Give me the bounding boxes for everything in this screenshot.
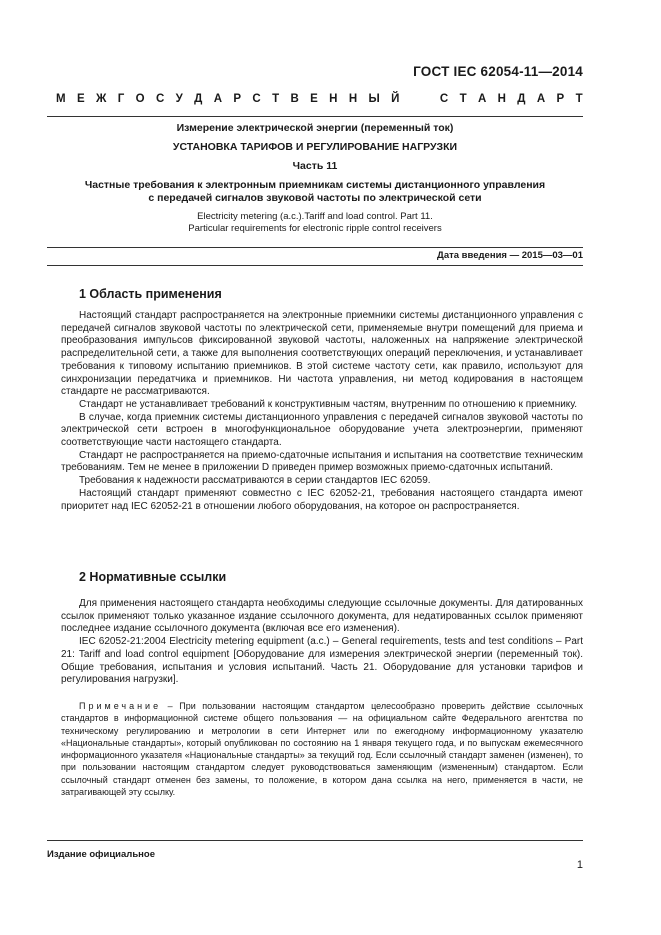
banner-letter: Т bbox=[575, 93, 583, 105]
banner-letter: М bbox=[56, 93, 66, 105]
paragraph: Стандарт не устанавливает требований к конструктивным частям, внутренним по отношению к приемнику. bbox=[79, 398, 578, 410]
banner-letter: У bbox=[175, 93, 183, 105]
banner-letter: О bbox=[135, 93, 145, 105]
banner-letter bbox=[411, 93, 414, 105]
note-label: Примечание bbox=[79, 701, 162, 711]
note-text: – При пользовании настоящим стандартом целесообразно проверить действие ссылочных стандартов в информационной системе общего пользования — на официальном сайте Федерального агентства по техническому регулированию и метрологии в сети Интернет или по ежегодному информационному указателю «Национальные стандарты», который опубликован по состоянию на 1 января текущего года, и по выпускам ежемесячного информационного указателя «Национальные стандарты» за текущий год. Если ссылочный стандарт заменен (изменен), то при пользовании настоящим стандартом следует руководствоваться заменяющим (измененным) стандартом. Если ссылочный стандарт отменен без замены, то положение, в котором дана ссылка на него, применяется в части, не затрагивающей эту ссылку. bbox=[61, 701, 583, 798]
banner-letter: А bbox=[477, 93, 487, 105]
page-number: 1 bbox=[576, 859, 583, 871]
banner-letter: Д bbox=[517, 93, 526, 105]
banner-letter: Н bbox=[497, 93, 506, 105]
banner-letter: В bbox=[290, 93, 299, 105]
banner-letter: Н bbox=[329, 93, 338, 105]
banner-letter: Е bbox=[310, 93, 318, 105]
section-2-heading: 2 Нормативные ссылки bbox=[79, 570, 227, 584]
paragraph: Настоящий стандарт распространяется на электронные приемники системы дистанционного управления с передачей сигналов звуковой частоты по электрической сети, применяемые внутри помещений для приема и преобразования импульсов фиксированной звуковой частоты, наложенных на напряжение электрической распределительной сети, а также для выполнения соответствующих операций переключения, и устанавливает требования к типовому испытанию приемников. В этой системе частоту сети, как правило, используют для синхронизации передатчика и приемников. Ни частота управления, ни метод кодирования в настоящем стандарте не рассматриваются. bbox=[61, 310, 583, 398]
banner-letter: Т bbox=[459, 93, 467, 105]
divider bbox=[47, 247, 583, 248]
section-2-body bbox=[61, 598, 583, 687]
english-line-b: Particular requirements for electronic ripple control receivers bbox=[188, 223, 442, 234]
banner-letter: Д bbox=[194, 93, 203, 105]
english-line-a: Electricity metering (a.c.).Tariff and load control. Part 11. bbox=[197, 211, 433, 222]
banner-letter: Р bbox=[556, 93, 565, 105]
section-1-body bbox=[61, 310, 583, 513]
banner-letter: Ж bbox=[95, 93, 107, 105]
section-1-heading: 1 Область применения bbox=[79, 287, 222, 301]
title-line-2: УСТАНОВКА ТАРИФОВ И РЕГУЛИРОВАНИЕ НАГРУЗКИ bbox=[172, 141, 458, 153]
paragraph: Для применения настоящего стандарта необходимы следующие ссылочные документы. Для датированных ссылок применяют только указанное издание ссылочного документа, для недатированных ссылок применяют последнее издание ссылочного документа (включая все его изменения). bbox=[61, 598, 583, 635]
effective-date: Дата введения — 2015—03—01 bbox=[437, 250, 583, 261]
standard-banner bbox=[56, 93, 583, 105]
banner-letter: Т bbox=[272, 93, 280, 105]
title-subtitle bbox=[47, 179, 583, 205]
note bbox=[61, 700, 583, 798]
paragraph: IEC 62052-21:2004 Electricity metering equipment (a.c.) – General requirements, tests and test conditions – Part 21: Tariff and load control equipment [Оборудование для измерения электрической энергии (переменный ток). Общие требования, испытания и условия испытаний. Часть 21. Оборудование для установки тарифов и регулирования нагрузки]. bbox=[61, 636, 583, 686]
paragraph: Стандарт не распространяется на приемо-сдаточные испытания и испытания на соответствие техническим требованиям. Тем не менее в приложении D приведен пример возможных приемо-сдаточных испытаний. bbox=[61, 449, 583, 474]
banner-letter: А bbox=[536, 93, 546, 105]
footer-divider bbox=[47, 840, 583, 841]
banner-letter: Н bbox=[348, 93, 358, 105]
paragraph: Требования к надежности рассматриваются в серии стандартов IEC 62059. bbox=[79, 475, 431, 487]
banner-letter: Г bbox=[117, 93, 125, 105]
banner-letter: С bbox=[439, 93, 449, 105]
title-english bbox=[47, 211, 583, 235]
divider bbox=[47, 116, 583, 117]
paragraph: В случае, когда приемник системы дистанционного управления с передачей сигналов звуковой частоты по электрической сети встроен в многофункциональное оборудование учета электроэнергии, применяют соответствующие части настоящего стандарта. bbox=[61, 411, 583, 449]
title-line-1: Измерение электрической энергии (переменный ток) bbox=[176, 122, 454, 134]
paragraph: Настоящий стандарт применяют совместно с IEC 62052-21, требования настоящего стандарта имеют приоритет над IEC 62052-21 в отношении любого оборудования, на которое он распространяется. bbox=[61, 487, 583, 512]
banner-letter: А bbox=[213, 93, 223, 105]
banner-letter: С bbox=[252, 93, 261, 105]
document-code: ГОСТ IEC 62054-11—2014 bbox=[413, 64, 583, 79]
banner-letter: Р bbox=[233, 93, 242, 105]
divider bbox=[47, 265, 583, 266]
banner-letter: Е bbox=[76, 93, 85, 105]
banner-letter: Ы bbox=[368, 93, 380, 105]
subtitle-line-b: с передачей сигналов звуковой частоты по электрической сети bbox=[148, 192, 482, 204]
banner-letter bbox=[425, 93, 428, 105]
banner-letter: С bbox=[155, 93, 165, 105]
edition-label: Издание официальное bbox=[47, 849, 155, 860]
title-part: Часть 11 bbox=[292, 160, 338, 172]
banner-letter: Й bbox=[391, 93, 400, 105]
subtitle-line-a: Частные требования к электронным приемникам системы дистанционного управления bbox=[84, 179, 546, 191]
